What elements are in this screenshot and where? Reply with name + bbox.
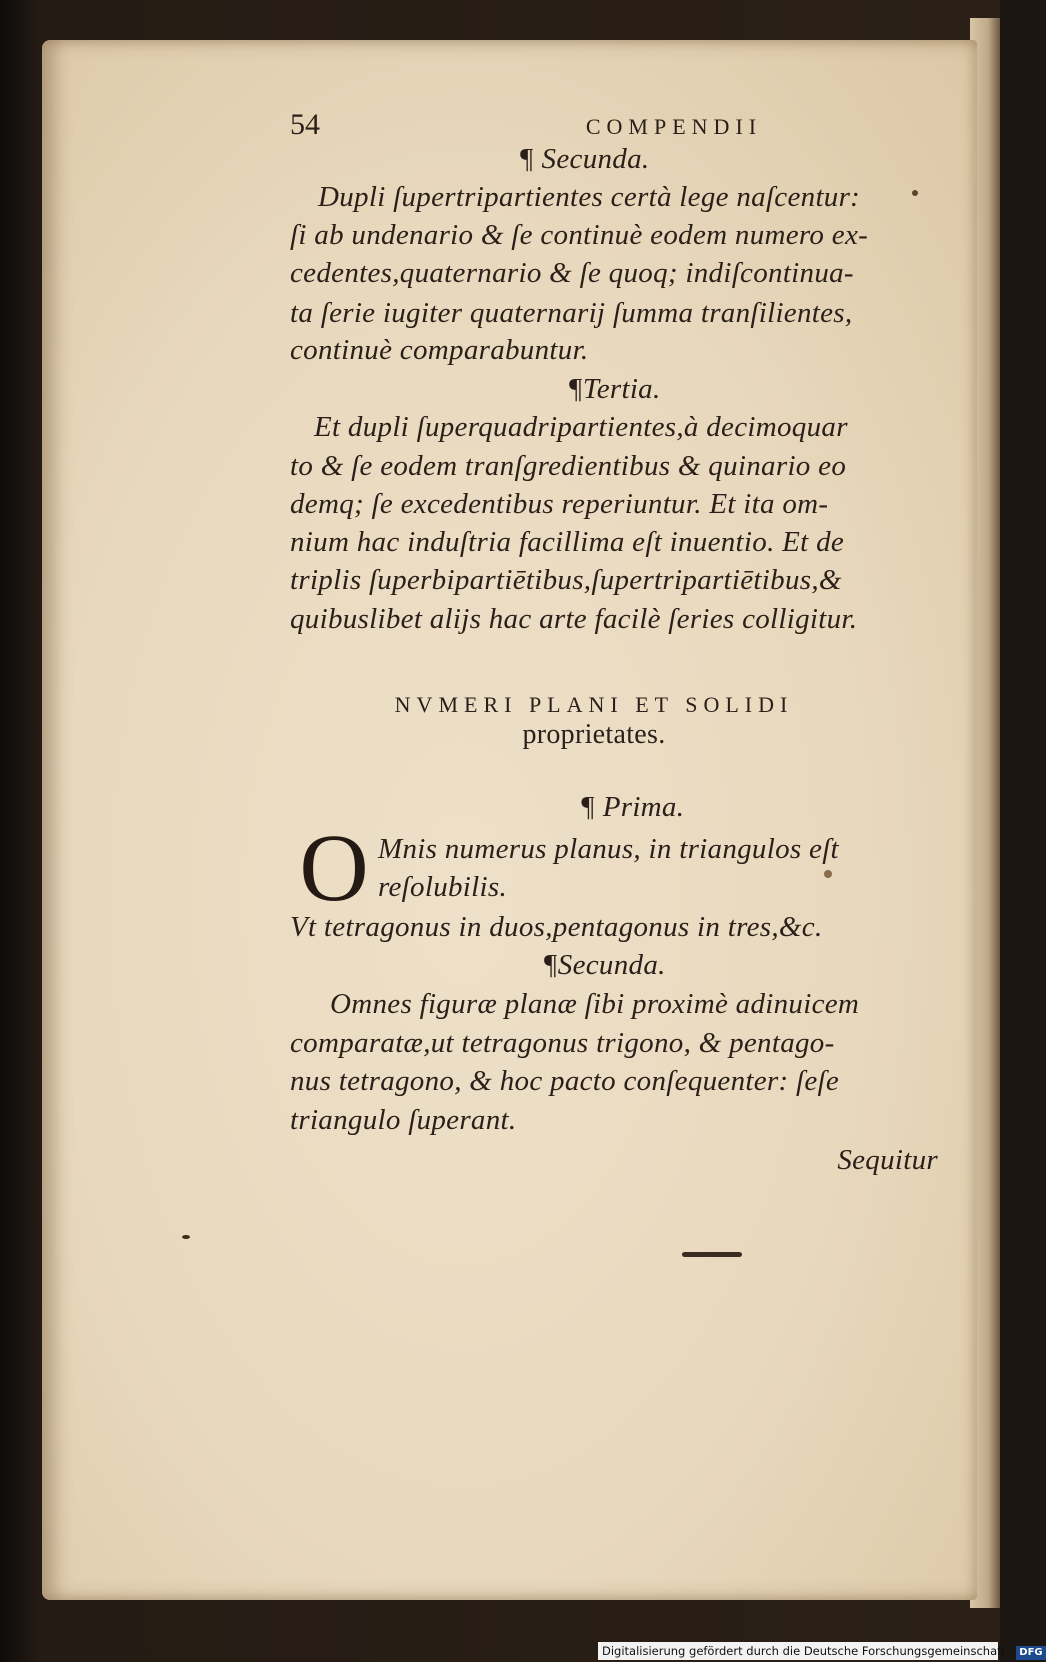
chapter-subtitle: proprietates. (522, 719, 666, 750)
drop-capital: O (299, 814, 369, 921)
running-head: COMPENDII (585, 114, 763, 139)
text-line: Vt tetragonus in duos,pentagonus in tres,&c. (290, 911, 823, 943)
text-line: cedentes,quaternario & ſe quoq; indiſcontinua- (290, 257, 854, 289)
text-line: ſi ab undenario & ſe continuè eodem numero ex- (290, 219, 869, 251)
text-line: demq; ſe excedentibus reperiuntur. Et ita om- (290, 488, 829, 520)
text-line: triangulo ſuperant. (290, 1104, 517, 1136)
ink-stroke (682, 1252, 742, 1257)
section-heading-prima: ¶ Prima. (579, 791, 685, 823)
text-line: Mnis numerus planus, in triangulos eſt (378, 833, 839, 865)
section-heading-secunda-2: ¶Secunda. (542, 949, 666, 981)
section-heading-tertia: ¶Tertia. (567, 373, 661, 405)
text-line: nium hac induſtria facillima eſt inuentio. Et de (290, 526, 845, 558)
text-line: Et dupli ſuperquadripartientes,à decimoquar (314, 411, 848, 443)
text-line: comparatæ,ut tetragonus trigono, & pentago- (290, 1027, 835, 1059)
dfg-logo: DFG (1016, 1646, 1045, 1660)
text-line: ta ſerie iugiter quaternarij ſumma tranſilientes, (290, 297, 853, 329)
section-heading-secunda: ¶ Secunda. (518, 143, 650, 175)
text-line: Dupli ſupertripartientes certà lege naſcentur: (318, 181, 861, 213)
text-line: continuè comparabuntur. (290, 334, 589, 366)
text-line: reſolubilis. (378, 871, 508, 903)
text-line: quibuslibet alijs hac arte facilè ſeries colligitur. (290, 603, 858, 635)
footer-text: Digitalisierung gefördert durch die Deutsche Forschungsgemeinschaft - (602, 1644, 1014, 1658)
digitization-footer (598, 1642, 1043, 1660)
text-line: Omnes figuræ planæ ſibi proximè adinuicem (330, 988, 860, 1020)
chapter-title: NVMERI PLANI ET SOLIDI (394, 692, 794, 717)
text-line: nus tetragono, & hoc pacto conſequenter: ſeſe (290, 1065, 840, 1097)
text-line: triplis ſuperbipartiētibus,ſupertripartiētibus,& (290, 564, 842, 596)
text-line: to & ſe eodem tranſgredientibus & quinario eo (290, 450, 847, 482)
catchword: Sequitur (837, 1144, 938, 1176)
ink-spot (182, 1235, 190, 1239)
page-number: 54 (290, 108, 320, 141)
